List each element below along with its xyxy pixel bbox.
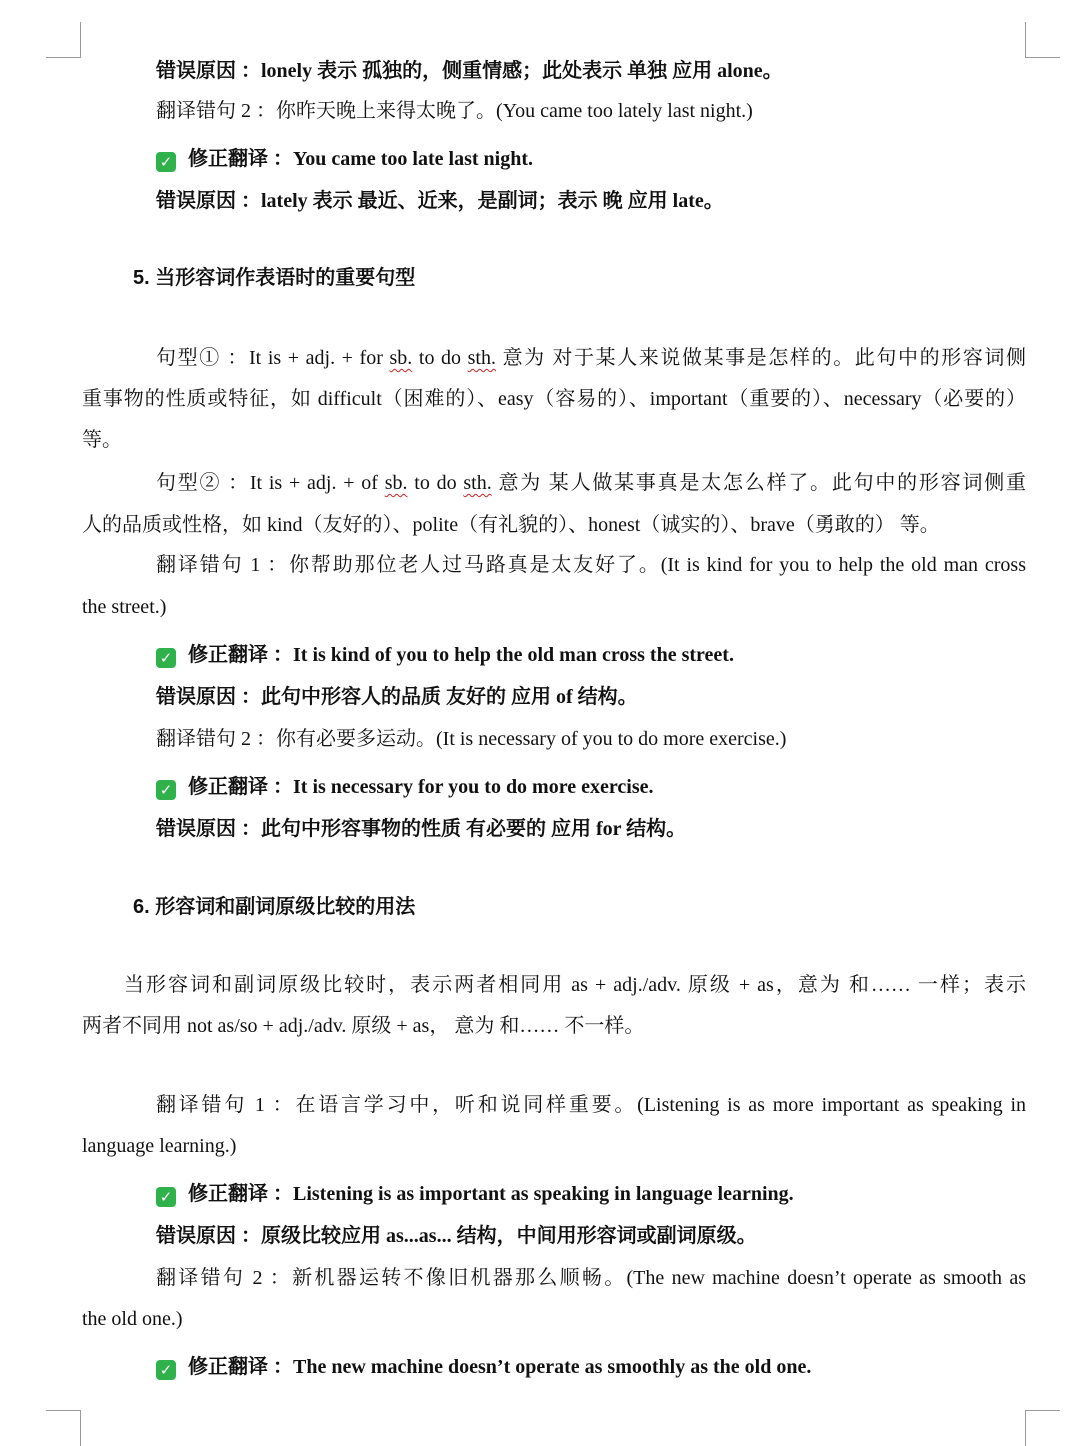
paragraph-line: 句型① ：It is + adj. + for sb. to do sth. 意为 对于某人来说做某事是怎样的。此句中的形容词侧 (156, 347, 1026, 369)
corrected-translation-line: ✓ 修正翻译 ：It is necessary for you to do more exercise. (156, 775, 653, 800)
paragraph-line: 等。 (82, 429, 122, 451)
paragraph-line: the old one.) (82, 1308, 183, 1330)
wrong-translation-line: 翻译错句 1 ：你帮助那位老人过马路真是太友好了。(It is kind for you to help the old man cross (156, 554, 1026, 576)
wrong-translation-line: 翻译错句 2 ：新机器运转不像旧机器那么顺畅。(The new machine doesn’t operate as smooth as (156, 1267, 1026, 1289)
error-reason-line: 错误原因 ：lately 表示 最近、近来，是副词；表示 晚 应用 late。 (156, 190, 724, 212)
section-heading-6: 6. 形容词和副词原级比较的用法 (133, 896, 416, 918)
crop-mark-bottom-left (46, 1410, 81, 1411)
corrected-translation-line: ✓ 修正翻译 ：Listening is as important as speaking in language learning. (156, 1182, 794, 1207)
paragraph-line: language learning.) (82, 1135, 237, 1157)
crop-mark-bottom-left (80, 1410, 81, 1446)
corrected-translation-line: ✓ 修正翻译 ：The new machine doesn’t operate as smoothly as the old one. (156, 1355, 811, 1380)
check-mark-icon: ✓ (156, 152, 176, 172)
check-mark-icon: ✓ (156, 648, 176, 668)
paragraph-line: the street.) (82, 596, 167, 618)
corrected-translation-line: ✓ 修正翻译 ：It is kind of you to help the old man cross the street. (156, 643, 734, 668)
paragraph-line: 人的品质或性格，如 kind（友好的）、polite（有礼貌的）、honest（诚实的）、brave（勇敢的） 等。 (82, 514, 940, 536)
paragraph-line: 句型② ：It is + adj. + of sb. to do sth. 意为 某人做某事真是太怎么样了。此句中的形容词侧重 (156, 472, 1026, 494)
error-reason-line: 错误原因 ：原级比较应用 as...as... 结构，中间用形容词或副词原级。 (156, 1225, 757, 1247)
check-mark-icon: ✓ (156, 1360, 176, 1380)
check-mark-icon: ✓ (156, 1187, 176, 1207)
corrected-translation-line: ✓ 修正翻译 ：You came too late last night. (156, 147, 533, 172)
crop-mark-bottom-right (1025, 1410, 1026, 1446)
wrong-translation-line: 翻译错句 2 ：你有必要多运动。(It is necessary of you to do more exercise.) (156, 728, 787, 750)
crop-mark-top-right (1025, 57, 1060, 58)
crop-mark-top-right (1025, 22, 1026, 58)
crop-mark-top-left (46, 57, 81, 58)
section-heading-5: 5. 当形容词作表语时的重要句型 (133, 267, 416, 289)
error-reason-line: 错误原因 ：lonely 表示 孤独的，侧重情感；此处表示 单独 应用 alone。 (156, 60, 783, 82)
paragraph-line: 重事物的性质或特征，如 difficult（困难的）、easy（容易的）、important（重要的）、necessary（必要的） (82, 388, 1026, 410)
error-reason-line: 错误原因 ：此句中形容人的品质 友好的 应用 of 结构。 (156, 686, 638, 708)
crop-mark-bottom-right (1025, 1410, 1060, 1411)
check-mark-icon: ✓ (156, 780, 176, 800)
crop-mark-top-left (80, 22, 81, 58)
wrong-translation-line: 翻译错句 1 ：在语言学习中，听和说同样重要。(Listening is as more important as speaking in (156, 1094, 1026, 1116)
error-reason-line: 错误原因 ：此句中形容事物的性质 有必要的 应用 for 结构。 (156, 818, 687, 840)
paragraph-line: 两者不同用 not as/so + adj./adv. 原级 + as， 意为 和…… 不一样。 (82, 1015, 645, 1037)
paragraph-line: 当形容词和副词原级比较时，表示两者相同用 as + adj./adv. 原级 + as，意为 和…… 一样；表示 (124, 974, 1026, 996)
wrong-translation-line: 翻译错句 2 ：你昨天晚上来得太晚了。(You came too lately last night.) (156, 100, 753, 122)
